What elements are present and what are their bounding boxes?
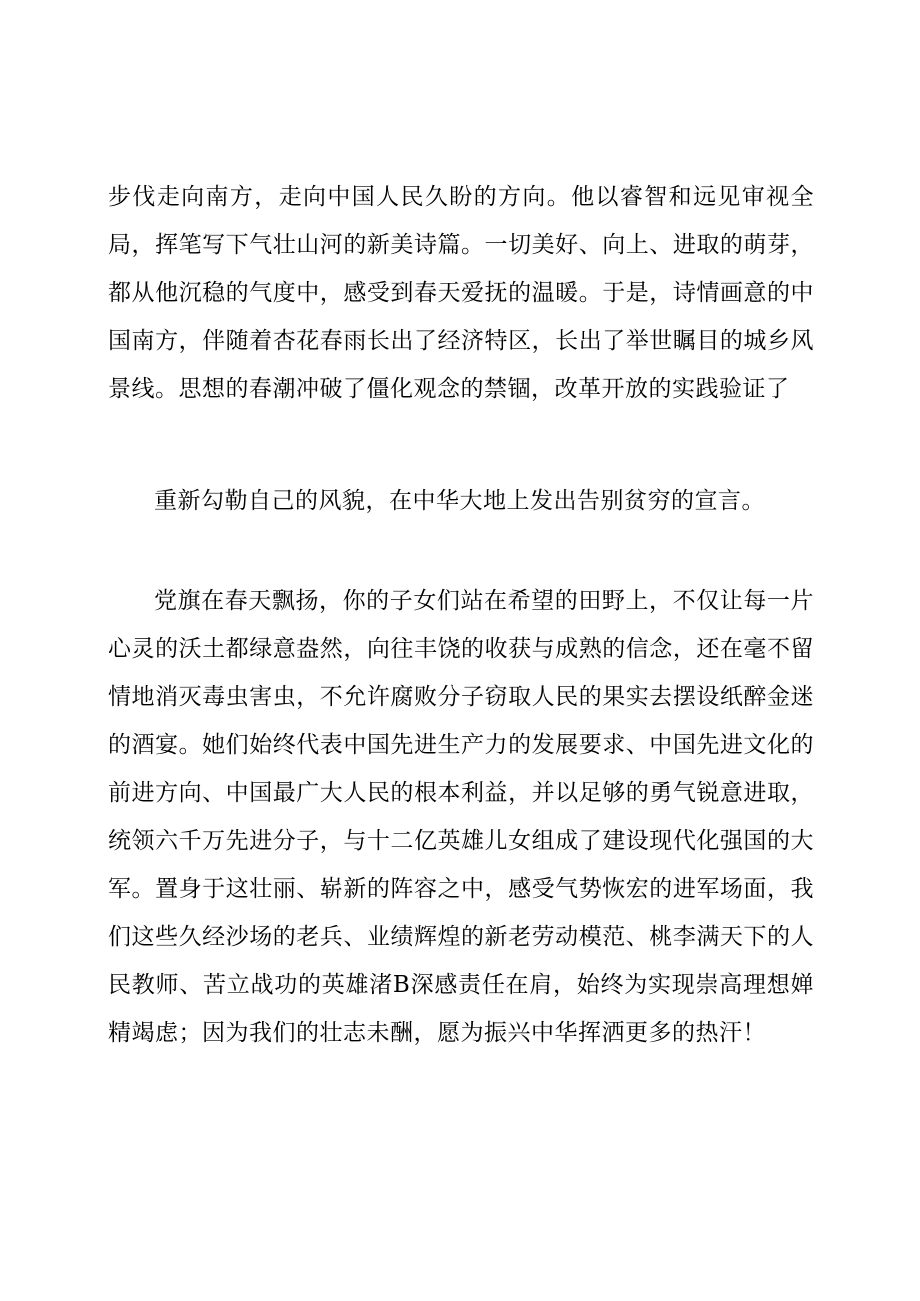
- paragraph-3: 党旗在春天飘扬，你的子女们站在希望的田野上，不仅让每一片心灵的沃土都绿意盎然，向往丰饶的收获与成熟的信念，还在毫不留情地消灭毒虫害虫，不允许腐败分子窃取人民的果实去摆设纸醉金迷的酒宴。她们始终代表中国先进生产力的发展要求、中国先进文化的前进方向、中国最广大人民的根本利益，并以足够的勇气锐意进取，统领六千万先进分子，与十二亿英雄儿女组成了建设现代化强国的大军。置身于这壮丽、崭新的阵容之中，感受气势恢宏的进军场面，我们这些久经沙场的老兵、业绩辉煌的新老劳动模范、桃李满天下的人民教师、苦立战功的英雄渚B深感责任在肩，始终为实现崇高理想婵精竭虑；因为我们的壮志未酬，愿为振兴中华挥洒更多的热汗！: [108, 588, 814, 1046]
- paragraph-1: 步伐走向南方，走向中国人民久盼的方向。他以睿智和远见审视全局，挥笔写下气壮山河的新美诗篇。一切美好、向上、进取的萌芽，都从他沉稳的气度中，感受到春天爱抚的温暖。于是，诗情画意的中国南方，伴随着杏花春雨长出了经济特区，长出了举世瞩目的城乡风景线。思想的春潮冲破了僵化观念的禁锢，改革开放的实践验证了: [108, 184, 814, 402]
- paragraph-2: 重新勾勒自己的风貌，在中华大地上发出告别贫穷的宣言。: [154, 488, 765, 514]
